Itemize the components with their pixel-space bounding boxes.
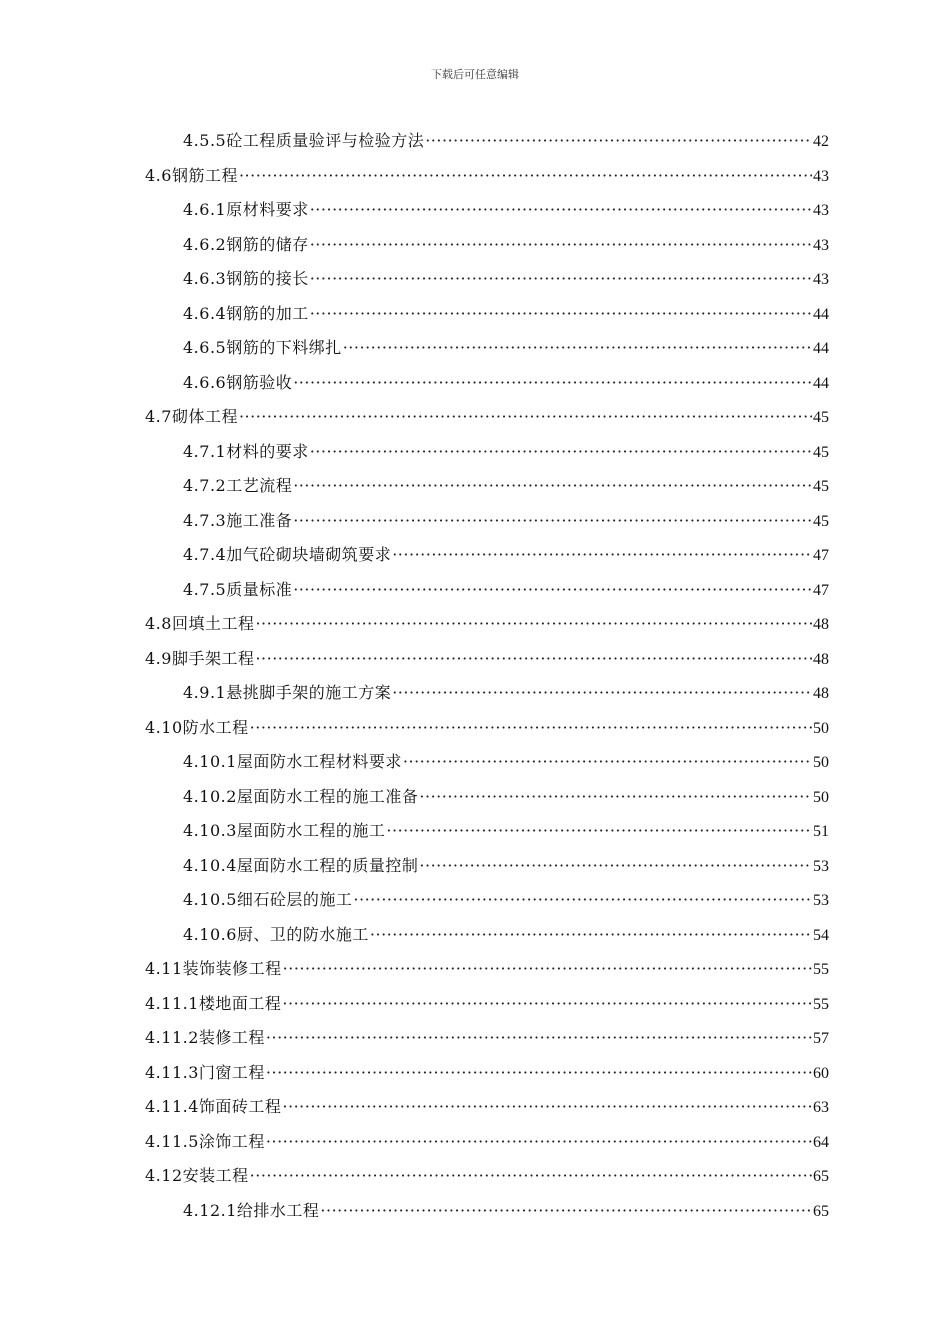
toc-dot-leader: [343, 331, 812, 366]
toc-dot-leader: [293, 366, 812, 401]
toc-entry-title: 4.6.4钢筋的加工: [183, 303, 309, 323]
toc-page-number: 50: [813, 754, 829, 771]
toc-page-number: 55: [813, 961, 829, 978]
toc-page-number: 43: [813, 167, 829, 185]
toc-page-number: 53: [813, 892, 829, 909]
toc-dot-leader: [255, 642, 812, 677]
toc-entry[interactable]: [145, 538, 829, 573]
table-of-contents: [145, 124, 829, 1228]
toc-entry-title: 4.11.2装修工程: [145, 1028, 265, 1047]
toc-dot-leader: [353, 883, 812, 918]
toc-entry[interactable]: [145, 1159, 829, 1194]
toc-entry-title: 4.6.1原材料要求: [183, 200, 309, 219]
toc-page-number: 43: [813, 202, 829, 219]
toc-dot-leader: [310, 228, 812, 263]
toc-page-number: 53: [813, 857, 829, 875]
toc-entry[interactable]: [145, 952, 829, 987]
toc-page-number: 48: [813, 650, 829, 668]
toc-entry-title: 4.11.5涂饰工程: [145, 1131, 265, 1151]
toc-entry[interactable]: [145, 573, 829, 608]
toc-entry[interactable]: [145, 918, 829, 953]
toc-dot-leader: [250, 711, 812, 746]
toc-page-number: 47: [813, 547, 829, 564]
toc-dot-leader: [310, 435, 812, 470]
toc-entry-title: 4.5.5砼工程质量验评与检验方法: [183, 131, 425, 150]
toc-page-number: 55: [813, 995, 829, 1013]
toc-dot-leader: [392, 538, 812, 573]
toc-page-number: 44: [813, 340, 829, 357]
toc-dot-leader: [320, 1194, 812, 1229]
toc-dot-leader: [255, 607, 812, 642]
toc-dot-leader: [386, 814, 812, 849]
toc-entry-title: 4.11.1楼地面工程: [145, 993, 282, 1013]
toc-page-number: 50: [813, 788, 829, 806]
toc-page-number: 45: [813, 478, 829, 495]
toc-page-number: 48: [813, 685, 829, 702]
toc-entry[interactable]: [145, 193, 829, 228]
toc-page-number: 45: [813, 512, 829, 530]
toc-page-number: 65: [813, 1202, 829, 1220]
toc-entry-title: 4.7砌体工程: [145, 407, 238, 426]
toc-page-number: 64: [813, 1133, 829, 1151]
toc-entry-title: 4.7.3施工准备: [183, 510, 293, 530]
toc-entry[interactable]: [145, 711, 829, 746]
toc-page-number: 43: [813, 236, 829, 254]
toc-entry-title: 4.6.3钢筋的接长: [183, 269, 309, 288]
toc-dot-leader: [266, 1125, 812, 1160]
toc-dot-leader: [282, 1090, 812, 1125]
toc-entry-title: 4.10.6厨、卫的防水施工: [183, 924, 369, 944]
toc-entry-title: 4.7.5质量标准: [183, 579, 293, 599]
toc-page-number: 48: [813, 616, 829, 633]
toc-entry[interactable]: [145, 297, 829, 332]
toc-entry[interactable]: [145, 124, 829, 159]
toc-dot-leader: [239, 159, 812, 194]
toc-dot-leader: [310, 262, 812, 297]
toc-entry-title: 4.7.1材料的要求: [183, 441, 309, 461]
toc-entry[interactable]: [145, 366, 829, 401]
toc-dot-leader: [419, 780, 812, 815]
toc-entry[interactable]: [145, 676, 829, 711]
toc-page-number: 43: [813, 271, 829, 288]
toc-page-number: 50: [813, 719, 829, 737]
toc-dot-leader: [310, 297, 812, 332]
toc-dot-leader: [370, 918, 812, 953]
toc-entry-title: 4.6.5钢筋的下料绑扎: [183, 338, 342, 357]
toc-entry-title: 4.9脚手架工程: [145, 648, 255, 668]
toc-dot-leader: [425, 124, 812, 159]
toc-entry[interactable]: [145, 1125, 829, 1160]
toc-entry[interactable]: [145, 814, 829, 849]
toc-page-number: 44: [813, 374, 829, 392]
toc-entry-title: 4.10防水工程: [145, 717, 249, 737]
toc-page-number: 42: [813, 133, 829, 150]
toc-entry[interactable]: [145, 642, 829, 677]
toc-entry-title: 4.8回填土工程: [145, 614, 255, 633]
toc-entry[interactable]: [145, 331, 829, 366]
toc-dot-leader: [293, 573, 812, 608]
toc-page-number: 54: [813, 926, 829, 944]
toc-entry[interactable]: [145, 780, 829, 815]
toc-dot-leader: [266, 1056, 812, 1091]
toc-page-number: 65: [813, 1168, 829, 1185]
toc-entry-title: 4.10.3屋面防水工程的施工: [183, 821, 386, 840]
toc-dot-leader: [266, 1021, 812, 1056]
toc-dot-leader: [419, 849, 812, 884]
toc-entry-title: 4.6钢筋工程: [145, 165, 238, 185]
toc-dot-leader: [283, 952, 812, 987]
toc-dot-leader: [250, 1159, 812, 1194]
toc-entry[interactable]: [145, 469, 829, 504]
toc-entry[interactable]: [145, 400, 829, 435]
toc-page-number: 45: [813, 409, 829, 426]
toc-entry-title: 4.6.6钢筋验收: [183, 372, 293, 392]
toc-entry[interactable]: [145, 1021, 829, 1056]
toc-entry-title: 4.12.1给排水工程: [183, 1200, 320, 1220]
toc-entry[interactable]: [145, 159, 829, 194]
toc-dot-leader: [293, 504, 812, 539]
toc-entry-title: 4.6.2钢筋的储存: [183, 234, 309, 254]
toc-dot-leader: [403, 745, 812, 780]
toc-entry[interactable]: [145, 228, 829, 263]
toc-entry[interactable]: [145, 883, 829, 918]
toc-page-number: 51: [813, 823, 829, 840]
toc-entry-title: 4.11装饰装修工程: [145, 959, 282, 978]
toc-page-number: 60: [813, 1064, 829, 1082]
toc-entry-title: 4.9.1悬挑脚手架的施工方案: [183, 683, 392, 702]
toc-page-number: 57: [813, 1030, 829, 1047]
toc-entry-title: 4.11.3门窗工程: [145, 1062, 265, 1082]
toc-dot-leader: [392, 676, 812, 711]
toc-entry[interactable]: [145, 849, 829, 884]
toc-entry[interactable]: [145, 1090, 829, 1125]
toc-entry[interactable]: [145, 1056, 829, 1091]
toc-entry-title: 4.10.1屋面防水工程材料要求: [183, 752, 402, 771]
toc-page-number: 45: [813, 443, 829, 461]
toc-entry-title: 4.11.4饰面砖工程: [145, 1097, 282, 1116]
toc-dot-leader: [282, 987, 812, 1022]
toc-entry-title: 4.10.2屋面防水工程的施工准备: [183, 786, 419, 806]
toc-dot-leader: [239, 400, 812, 435]
toc-dot-leader: [293, 469, 812, 504]
toc-entry-title: 4.12安装工程: [145, 1166, 249, 1185]
toc-page-number: 63: [813, 1099, 829, 1116]
toc-entry-title: 4.10.5细石砼层的施工: [183, 890, 353, 909]
toc-entry[interactable]: [145, 607, 829, 642]
toc-entry[interactable]: [145, 1194, 829, 1229]
toc-dot-leader: [310, 193, 812, 228]
toc-entry[interactable]: [145, 745, 829, 780]
toc-entry[interactable]: [145, 987, 829, 1022]
toc-entry[interactable]: [145, 504, 829, 539]
toc-page-number: 44: [813, 305, 829, 323]
toc-entry[interactable]: [145, 262, 829, 297]
toc-entry-title: 4.10.4屋面防水工程的质量控制: [183, 855, 419, 875]
toc-entry-title: 4.7.2工艺流程: [183, 476, 293, 495]
toc-page-number: 47: [813, 581, 829, 599]
page-header: 下载后可任意编辑: [431, 68, 519, 81]
toc-entry-title: 4.7.4加气砼砌块墙砌筑要求: [183, 545, 392, 564]
toc-entry[interactable]: [145, 435, 829, 470]
